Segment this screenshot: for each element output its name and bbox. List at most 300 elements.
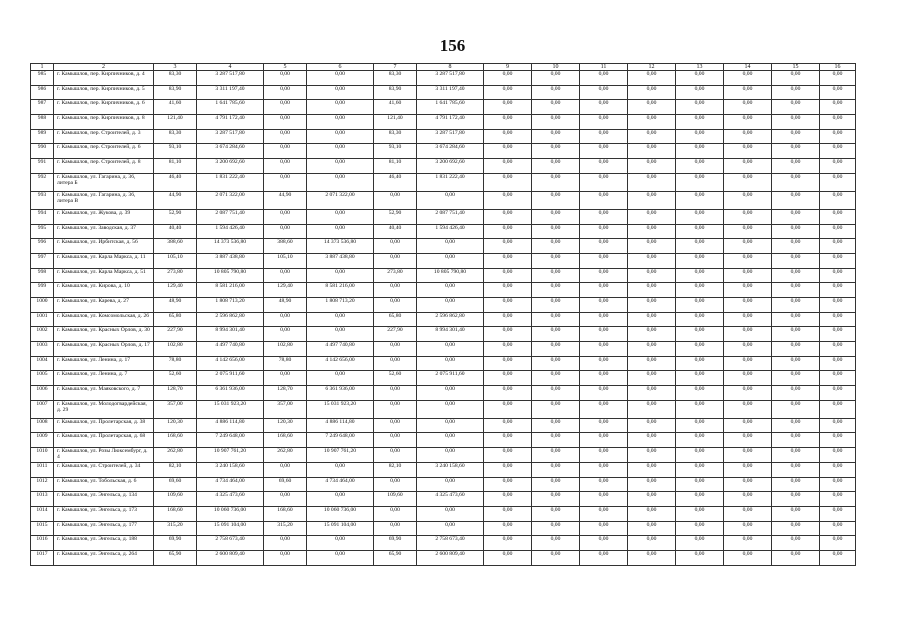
- value-cell: 168,60: [264, 433, 307, 448]
- value-cell: 0,00: [820, 536, 856, 551]
- value-cell: 2 087 751,40: [197, 209, 264, 224]
- value-cell: 0,00: [820, 342, 856, 357]
- value-cell: 0,00: [820, 159, 856, 174]
- value-cell: 4 325 473,60: [197, 492, 264, 507]
- value-cell: 0,00: [676, 492, 724, 507]
- value-cell: 4 734 464,00: [307, 477, 374, 492]
- table-row: [31, 448, 856, 463]
- value-cell: 0,00: [484, 191, 532, 209]
- value-cell: 3 287 517,80: [417, 129, 484, 144]
- address-cell: г. Камышлов, пер. Кирпичников, д. 4: [54, 71, 154, 86]
- value-cell: 0,00: [580, 144, 628, 159]
- value-cell: 0,00: [264, 144, 307, 159]
- address-cell: г. Камышлов, пер. Кирпичников, д. 8: [54, 115, 154, 130]
- value-cell: 0,00: [264, 115, 307, 130]
- value-cell: 0,00: [628, 253, 676, 268]
- value-cell: 388,60: [264, 239, 307, 254]
- row-number-cell: 988: [31, 115, 54, 130]
- value-cell: 8 581 216,00: [197, 283, 264, 298]
- value-cell: 3 287 517,80: [417, 71, 484, 86]
- value-cell: 0,00: [532, 371, 580, 386]
- value-cell: 15 091 104,00: [307, 521, 374, 536]
- column-header: 10: [532, 64, 580, 71]
- value-cell: 0,00: [417, 448, 484, 463]
- value-cell: 2 071 322,00: [197, 191, 264, 209]
- value-cell: 0,00: [628, 224, 676, 239]
- value-cell: 0,00: [676, 129, 724, 144]
- value-cell: 0,00: [264, 173, 307, 191]
- value-cell: 0,00: [772, 115, 820, 130]
- table-row: [31, 71, 856, 86]
- value-cell: 0,00: [580, 312, 628, 327]
- value-cell: 0,00: [676, 400, 724, 418]
- value-cell: 0,00: [676, 462, 724, 477]
- value-cell: 14 373 536,80: [307, 239, 374, 254]
- value-cell: 0,00: [580, 521, 628, 536]
- address-cell: г. Камышлов, ул. Пролетарская, д. 68: [54, 433, 154, 448]
- value-cell: 0,00: [484, 115, 532, 130]
- value-cell: 0,00: [484, 327, 532, 342]
- value-cell: 3 311 197,40: [417, 85, 484, 100]
- value-cell: 0,00: [580, 85, 628, 100]
- value-cell: 48,90: [264, 297, 307, 312]
- value-cell: 0,00: [724, 550, 772, 565]
- value-cell: 0,00: [820, 521, 856, 536]
- value-cell: 0,00: [772, 191, 820, 209]
- value-cell: 0,00: [676, 342, 724, 357]
- value-cell: 40,40: [154, 224, 197, 239]
- value-cell: 1 831 222,40: [197, 173, 264, 191]
- table-row: [31, 297, 856, 312]
- value-cell: 0,00: [676, 297, 724, 312]
- value-cell: 3 887 438,80: [307, 253, 374, 268]
- column-header: 2: [54, 64, 154, 71]
- column-header: 16: [820, 64, 856, 71]
- value-cell: 0,00: [580, 462, 628, 477]
- value-cell: 0,00: [772, 159, 820, 174]
- value-cell: 0,00: [820, 253, 856, 268]
- value-cell: 78,80: [264, 356, 307, 371]
- value-cell: 120,30: [154, 418, 197, 433]
- row-number-cell: 986: [31, 85, 54, 100]
- value-cell: 0,00: [484, 433, 532, 448]
- table-row: [31, 492, 856, 507]
- value-cell: 105,10: [264, 253, 307, 268]
- value-cell: 1 831 222,40: [417, 173, 484, 191]
- value-cell: 0,00: [580, 492, 628, 507]
- value-cell: 4 497 740,80: [307, 342, 374, 357]
- value-cell: 0,00: [580, 191, 628, 209]
- value-cell: 3 674 284,60: [417, 144, 484, 159]
- value-cell: 0,00: [724, 283, 772, 298]
- address-cell: г. Камышлов, ул. Энгельса, д. 188: [54, 536, 154, 551]
- value-cell: 0,00: [676, 433, 724, 448]
- value-cell: 168,60: [264, 506, 307, 521]
- value-cell: 0,00: [532, 239, 580, 254]
- value-cell: 4 791 172,40: [417, 115, 484, 130]
- row-number-cell: 993: [31, 191, 54, 209]
- value-cell: 8 994 301,40: [197, 327, 264, 342]
- value-cell: 0,00: [484, 144, 532, 159]
- value-cell: 0,00: [772, 521, 820, 536]
- value-cell: 0,00: [417, 191, 484, 209]
- value-cell: 0,00: [307, 327, 374, 342]
- value-cell: 0,00: [724, 386, 772, 401]
- value-cell: 315,20: [264, 521, 307, 536]
- value-cell: 0,00: [532, 191, 580, 209]
- value-cell: 15 091 104,00: [197, 521, 264, 536]
- value-cell: 0,00: [628, 297, 676, 312]
- value-cell: 0,00: [628, 144, 676, 159]
- table-row: [31, 356, 856, 371]
- column-header: 4: [197, 64, 264, 71]
- value-cell: 3 674 284,60: [197, 144, 264, 159]
- value-cell: 0,00: [724, 85, 772, 100]
- address-cell: г. Камышлов, ул. Карла Маркса, д. 51: [54, 268, 154, 283]
- value-cell: 0,00: [417, 283, 484, 298]
- value-cell: 4 142 656,00: [197, 356, 264, 371]
- value-cell: 0,00: [264, 129, 307, 144]
- data-table: [30, 63, 856, 566]
- value-cell: 0,00: [820, 550, 856, 565]
- value-cell: 0,00: [264, 536, 307, 551]
- value-cell: 0,00: [374, 356, 417, 371]
- value-cell: 65,90: [374, 550, 417, 565]
- value-cell: 0,00: [772, 312, 820, 327]
- row-number-cell: 989: [31, 129, 54, 144]
- row-number-cell: 997: [31, 253, 54, 268]
- value-cell: 0,00: [307, 550, 374, 565]
- value-cell: 1 808 713,20: [307, 297, 374, 312]
- address-cell: г. Камышлов, ул. Заводская, д. 37: [54, 224, 154, 239]
- value-cell: 0,00: [724, 536, 772, 551]
- value-cell: 0,00: [417, 297, 484, 312]
- value-cell: 0,00: [374, 297, 417, 312]
- value-cell: 0,00: [580, 115, 628, 130]
- value-cell: 0,00: [676, 418, 724, 433]
- value-cell: 0,00: [417, 356, 484, 371]
- value-cell: 109,60: [154, 492, 197, 507]
- value-cell: 0,00: [484, 536, 532, 551]
- value-cell: 0,00: [417, 239, 484, 254]
- address-cell: г. Камышлов, ул. Красных Орлов, д. 17: [54, 342, 154, 357]
- value-cell: 0,00: [264, 462, 307, 477]
- value-cell: 0,00: [264, 550, 307, 565]
- value-cell: 0,00: [580, 433, 628, 448]
- value-cell: 3 240 158,60: [197, 462, 264, 477]
- value-cell: 0,00: [628, 129, 676, 144]
- value-cell: 0,00: [264, 327, 307, 342]
- value-cell: 357,00: [154, 400, 197, 418]
- value-cell: 4 886 114,80: [307, 418, 374, 433]
- value-cell: 0,00: [484, 492, 532, 507]
- value-cell: 0,00: [676, 268, 724, 283]
- value-cell: 3 287 517,80: [197, 71, 264, 86]
- value-cell: 128,70: [264, 386, 307, 401]
- value-cell: 41,60: [154, 100, 197, 115]
- value-cell: 0,00: [772, 386, 820, 401]
- row-number-cell: 1008: [31, 418, 54, 433]
- value-cell: 0,00: [264, 71, 307, 86]
- value-cell: 0,00: [628, 433, 676, 448]
- value-cell: 0,00: [676, 477, 724, 492]
- value-cell: 0,00: [676, 209, 724, 224]
- value-cell: 0,00: [820, 297, 856, 312]
- value-cell: 0,00: [724, 191, 772, 209]
- value-cell: 0,00: [374, 239, 417, 254]
- value-cell: 0,00: [676, 550, 724, 565]
- value-cell: 0,00: [580, 253, 628, 268]
- value-cell: 0,00: [628, 71, 676, 86]
- value-cell: 0,00: [580, 297, 628, 312]
- value-cell: 65,90: [154, 550, 197, 565]
- value-cell: 0,00: [484, 100, 532, 115]
- value-cell: 0,00: [532, 173, 580, 191]
- address-cell: г. Камышлов, ул. Ирбитская, д. 56: [54, 239, 154, 254]
- value-cell: 0,00: [307, 209, 374, 224]
- value-cell: 4 497 740,80: [197, 342, 264, 357]
- value-cell: 0,00: [307, 173, 374, 191]
- value-cell: 0,00: [484, 85, 532, 100]
- table-row: [31, 342, 856, 357]
- value-cell: 7 249 648,00: [197, 433, 264, 448]
- value-cell: 0,00: [676, 85, 724, 100]
- value-cell: 0,00: [307, 85, 374, 100]
- value-cell: 2 758 673,40: [197, 536, 264, 551]
- value-cell: 4 886 114,80: [197, 418, 264, 433]
- value-cell: 8 581 216,00: [307, 283, 374, 298]
- page-number: 156: [439, 36, 466, 55]
- value-cell: 0,00: [628, 371, 676, 386]
- value-cell: 10 060 736,00: [197, 506, 264, 521]
- row-number-cell: 1011: [31, 462, 54, 477]
- address-cell: г. Камышлов, ул. Красных Орлов, д. 30: [54, 327, 154, 342]
- value-cell: 0,00: [676, 71, 724, 86]
- table-row: [31, 100, 856, 115]
- value-cell: 78,80: [154, 356, 197, 371]
- value-cell: 0,00: [532, 283, 580, 298]
- column-header: 6: [307, 64, 374, 71]
- value-cell: 0,00: [580, 224, 628, 239]
- value-cell: 0,00: [484, 462, 532, 477]
- value-cell: 0,00: [417, 400, 484, 418]
- value-cell: 4 791 172,40: [197, 115, 264, 130]
- value-cell: 0,00: [484, 386, 532, 401]
- value-cell: 0,00: [820, 100, 856, 115]
- table-row: [31, 418, 856, 433]
- value-cell: 0,00: [820, 371, 856, 386]
- value-cell: 0,00: [676, 224, 724, 239]
- value-cell: 0,00: [772, 506, 820, 521]
- value-cell: 0,00: [820, 462, 856, 477]
- value-cell: 0,00: [580, 550, 628, 565]
- value-cell: 0,00: [676, 521, 724, 536]
- value-cell: 0,00: [532, 224, 580, 239]
- value-cell: 0,00: [676, 506, 724, 521]
- value-cell: 0,00: [772, 327, 820, 342]
- value-cell: 0,00: [580, 342, 628, 357]
- value-cell: 0,00: [772, 448, 820, 463]
- value-cell: 10 805 790,80: [197, 268, 264, 283]
- value-cell: 0,00: [374, 386, 417, 401]
- value-cell: 0,00: [264, 85, 307, 100]
- address-cell: г. Камышлов, ул. Карева, д. 27: [54, 297, 154, 312]
- value-cell: 0,00: [532, 253, 580, 268]
- value-cell: 2 758 673,40: [417, 536, 484, 551]
- value-cell: 10 060 736,00: [307, 506, 374, 521]
- value-cell: 4 734 464,00: [197, 477, 264, 492]
- value-cell: 0,00: [532, 129, 580, 144]
- value-cell: 0,00: [820, 386, 856, 401]
- value-cell: 0,00: [484, 342, 532, 357]
- value-cell: 0,00: [724, 224, 772, 239]
- value-cell: 0,00: [724, 71, 772, 86]
- value-cell: 0,00: [820, 506, 856, 521]
- table-row: [31, 462, 856, 477]
- value-cell: 0,00: [580, 418, 628, 433]
- value-cell: 83,30: [154, 71, 197, 86]
- value-cell: 0,00: [676, 371, 724, 386]
- address-cell: г. Камышлов, пер. Кирпичников, д. 6: [54, 100, 154, 115]
- column-header: 3: [154, 64, 197, 71]
- address-cell: г. Камышлов, ул. Энгельса, д. 177: [54, 521, 154, 536]
- value-cell: 0,00: [374, 418, 417, 433]
- value-cell: 69,90: [154, 536, 197, 551]
- row-number-cell: 996: [31, 239, 54, 254]
- address-cell: г. Камышлов, ул. Комсомольская, д. 26: [54, 312, 154, 327]
- value-cell: 2 596 862,80: [197, 312, 264, 327]
- value-cell: 0,00: [628, 506, 676, 521]
- value-cell: 0,00: [484, 477, 532, 492]
- value-cell: 0,00: [676, 173, 724, 191]
- address-cell: г. Камышлов, ул. Строителей, д. 34: [54, 462, 154, 477]
- row-number-cell: 998: [31, 268, 54, 283]
- value-cell: 0,00: [264, 209, 307, 224]
- value-cell: 0,00: [484, 283, 532, 298]
- value-cell: 69,60: [154, 477, 197, 492]
- value-cell: 0,00: [264, 312, 307, 327]
- value-cell: 0,00: [580, 100, 628, 115]
- value-cell: 0,00: [724, 492, 772, 507]
- value-cell: 0,00: [772, 462, 820, 477]
- value-cell: 0,00: [580, 239, 628, 254]
- value-cell: 262,80: [154, 448, 197, 463]
- value-cell: 102,80: [264, 342, 307, 357]
- value-cell: 0,00: [307, 536, 374, 551]
- table-row: [31, 506, 856, 521]
- value-cell: 0,00: [484, 312, 532, 327]
- value-cell: 109,60: [374, 492, 417, 507]
- value-cell: 0,00: [724, 253, 772, 268]
- value-cell: 0,00: [820, 71, 856, 86]
- value-cell: 0,00: [772, 356, 820, 371]
- value-cell: 0,00: [820, 283, 856, 298]
- address-cell: г. Камышлов, ул. Энгельса, д. 134: [54, 492, 154, 507]
- value-cell: 273,80: [154, 268, 197, 283]
- value-cell: 0,00: [628, 209, 676, 224]
- value-cell: 10 907 761,20: [307, 448, 374, 463]
- value-cell: 0,00: [724, 129, 772, 144]
- value-cell: 129,40: [264, 283, 307, 298]
- value-cell: 52,90: [374, 209, 417, 224]
- value-cell: 0,00: [264, 224, 307, 239]
- value-cell: 0,00: [676, 283, 724, 298]
- value-cell: 0,00: [484, 400, 532, 418]
- value-cell: 0,00: [532, 536, 580, 551]
- value-cell: 0,00: [307, 371, 374, 386]
- value-cell: 105,10: [154, 253, 197, 268]
- value-cell: 0,00: [374, 477, 417, 492]
- value-cell: 0,00: [772, 173, 820, 191]
- row-number-cell: 1016: [31, 536, 54, 551]
- value-cell: 0,00: [628, 492, 676, 507]
- value-cell: 0,00: [264, 100, 307, 115]
- value-cell: 0,00: [417, 342, 484, 357]
- column-header: 15: [772, 64, 820, 71]
- value-cell: 0,00: [532, 400, 580, 418]
- value-cell: 0,00: [374, 191, 417, 209]
- value-cell: 0,00: [772, 550, 820, 565]
- value-cell: 0,00: [772, 371, 820, 386]
- value-cell: 0,00: [264, 492, 307, 507]
- value-cell: 83,90: [374, 85, 417, 100]
- value-cell: 52,90: [154, 209, 197, 224]
- value-cell: 0,00: [676, 356, 724, 371]
- value-cell: 2 596 862,80: [417, 312, 484, 327]
- address-cell: г. Камышлов, пер. Строителей, д. 3: [54, 129, 154, 144]
- row-number-cell: 1013: [31, 492, 54, 507]
- value-cell: 0,00: [307, 268, 374, 283]
- value-cell: 0,00: [374, 283, 417, 298]
- value-cell: 0,00: [820, 115, 856, 130]
- value-cell: 0,00: [580, 159, 628, 174]
- value-cell: 0,00: [772, 400, 820, 418]
- value-cell: 0,00: [628, 239, 676, 254]
- address-cell: г. Камышлов, пер. Строителей, д. 8: [54, 159, 154, 174]
- value-cell: 129,40: [154, 283, 197, 298]
- value-cell: 0,00: [307, 159, 374, 174]
- column-header: 5: [264, 64, 307, 71]
- value-cell: 0,00: [772, 129, 820, 144]
- table-row: [31, 253, 856, 268]
- value-cell: 0,00: [417, 521, 484, 536]
- table-row: [31, 224, 856, 239]
- value-cell: 83,90: [154, 85, 197, 100]
- table-row: [31, 433, 856, 448]
- value-cell: 0,00: [628, 386, 676, 401]
- value-cell: 0,00: [628, 327, 676, 342]
- value-cell: 52,60: [154, 371, 197, 386]
- value-cell: 0,00: [772, 283, 820, 298]
- table-row: [31, 400, 856, 418]
- row-number-cell: 1005: [31, 371, 54, 386]
- address-cell: г. Камышлов, ул. Энгельса, д. 264: [54, 550, 154, 565]
- column-header: 1: [31, 64, 54, 71]
- value-cell: 0,00: [532, 297, 580, 312]
- value-cell: 128,70: [154, 386, 197, 401]
- value-cell: 0,00: [724, 400, 772, 418]
- value-cell: 0,00: [580, 371, 628, 386]
- value-cell: 0,00: [820, 327, 856, 342]
- value-cell: 0,00: [628, 312, 676, 327]
- value-cell: 0,00: [628, 400, 676, 418]
- value-cell: 0,00: [532, 448, 580, 463]
- value-cell: 1 594 426,40: [417, 224, 484, 239]
- row-number-cell: 1012: [31, 477, 54, 492]
- value-cell: 0,00: [532, 312, 580, 327]
- value-cell: 83,30: [154, 129, 197, 144]
- value-cell: 0,00: [772, 224, 820, 239]
